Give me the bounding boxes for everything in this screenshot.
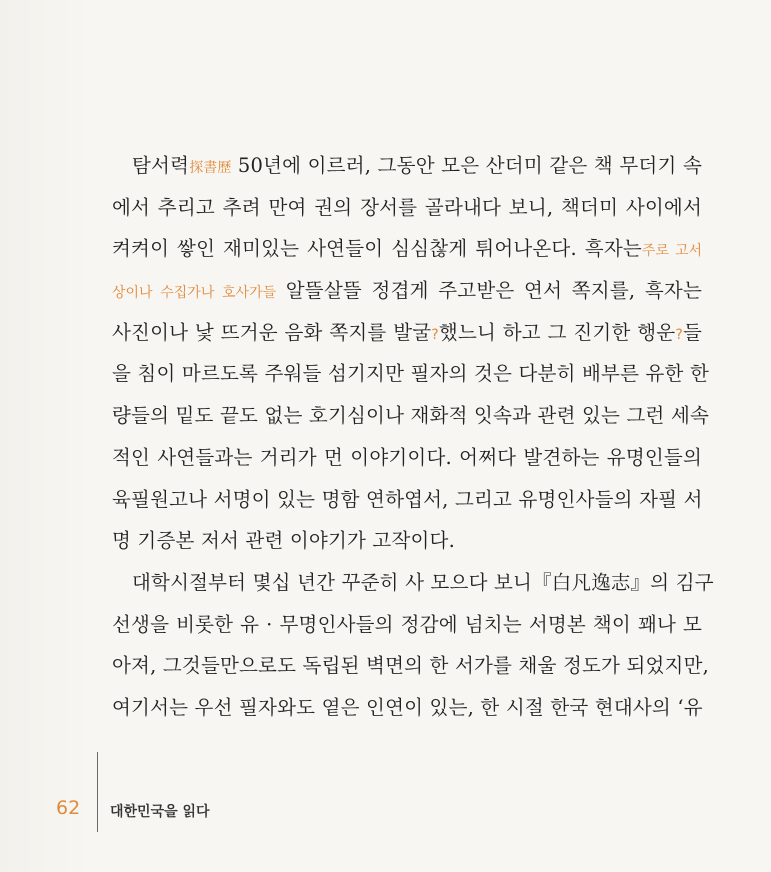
hanja-annotation: 探書歷 <box>189 160 232 176</box>
footer-divider <box>97 752 98 832</box>
body-text <box>112 145 714 729</box>
question-mark-annotation: ? <box>431 326 439 343</box>
text-line: 탐서력探書歷 50년에 이르러, 그동안 모은 산더미 같은 책 무더기 속 <box>132 154 702 177</box>
text-line: 여기서는 우선 필자와도 옅은 인연이 있는, 한 시절 한국 현대사의 ‘유 <box>112 695 703 719</box>
running-title: 대한민국을 읽다 <box>110 804 210 820</box>
page-number: 62 <box>56 797 81 819</box>
side-annotation: 상이나 수집가나 호사가들 <box>112 285 277 302</box>
text-line: 을 침이 마르도록 주워들 섬기지만 필자의 것은 다분히 배부른 유한 한 <box>112 362 710 386</box>
question-mark-annotation: ? <box>675 326 683 343</box>
text-line: 켜켜이 쌓인 재미있는 사연들이 심심찮게 튀어나온다. 흑자는주로 고서 <box>112 237 703 261</box>
text-line: 상이나 수집가나 호사가들 알뜰살뜰 정겹게 주고받은 연서 쪽지를, 흑자는 <box>112 279 702 303</box>
text-line: 육필원고나 서명이 있는 명함 연하엽서, 그리고 유명인사들의 자필 서 <box>112 487 703 511</box>
text-line: 에서 추리고 추려 만여 권의 장서를 골라내다 보니, 책더미 사이에서 <box>112 195 702 219</box>
text-line: 명 기증본 저서 관련 이야기가 고작이다. <box>112 529 455 553</box>
text-line: 선생을 비롯한 유 · 무명인사들의 정감에 넘치는 서명본 책이 꽤나 모 <box>112 612 702 636</box>
text-line: 적인 사연들과는 거리가 먼 이야기이다. 어쩌다 발견하는 유명인들의 <box>112 445 702 469</box>
text-line: 아져, 그것들만으로도 독립된 벽면의 한 서가를 채울 정도가 되었지만, <box>112 654 710 678</box>
text-line: 량들의 밑도 끝도 없는 호기심이나 재화적 잇속과 관련 있는 그런 세속 <box>112 404 710 428</box>
text-line: 사진이나 낯 뜨거운 음화 쪽지를 발굴?했느니 하고 그 진기한 행운?들 <box>112 320 702 344</box>
text-line: 대학시절부터 몇십 년간 꾸준히 사 모으다 보니『白凡逸志』의 김구 <box>132 570 714 594</box>
side-annotation: 주로 고서 <box>641 243 703 260</box>
